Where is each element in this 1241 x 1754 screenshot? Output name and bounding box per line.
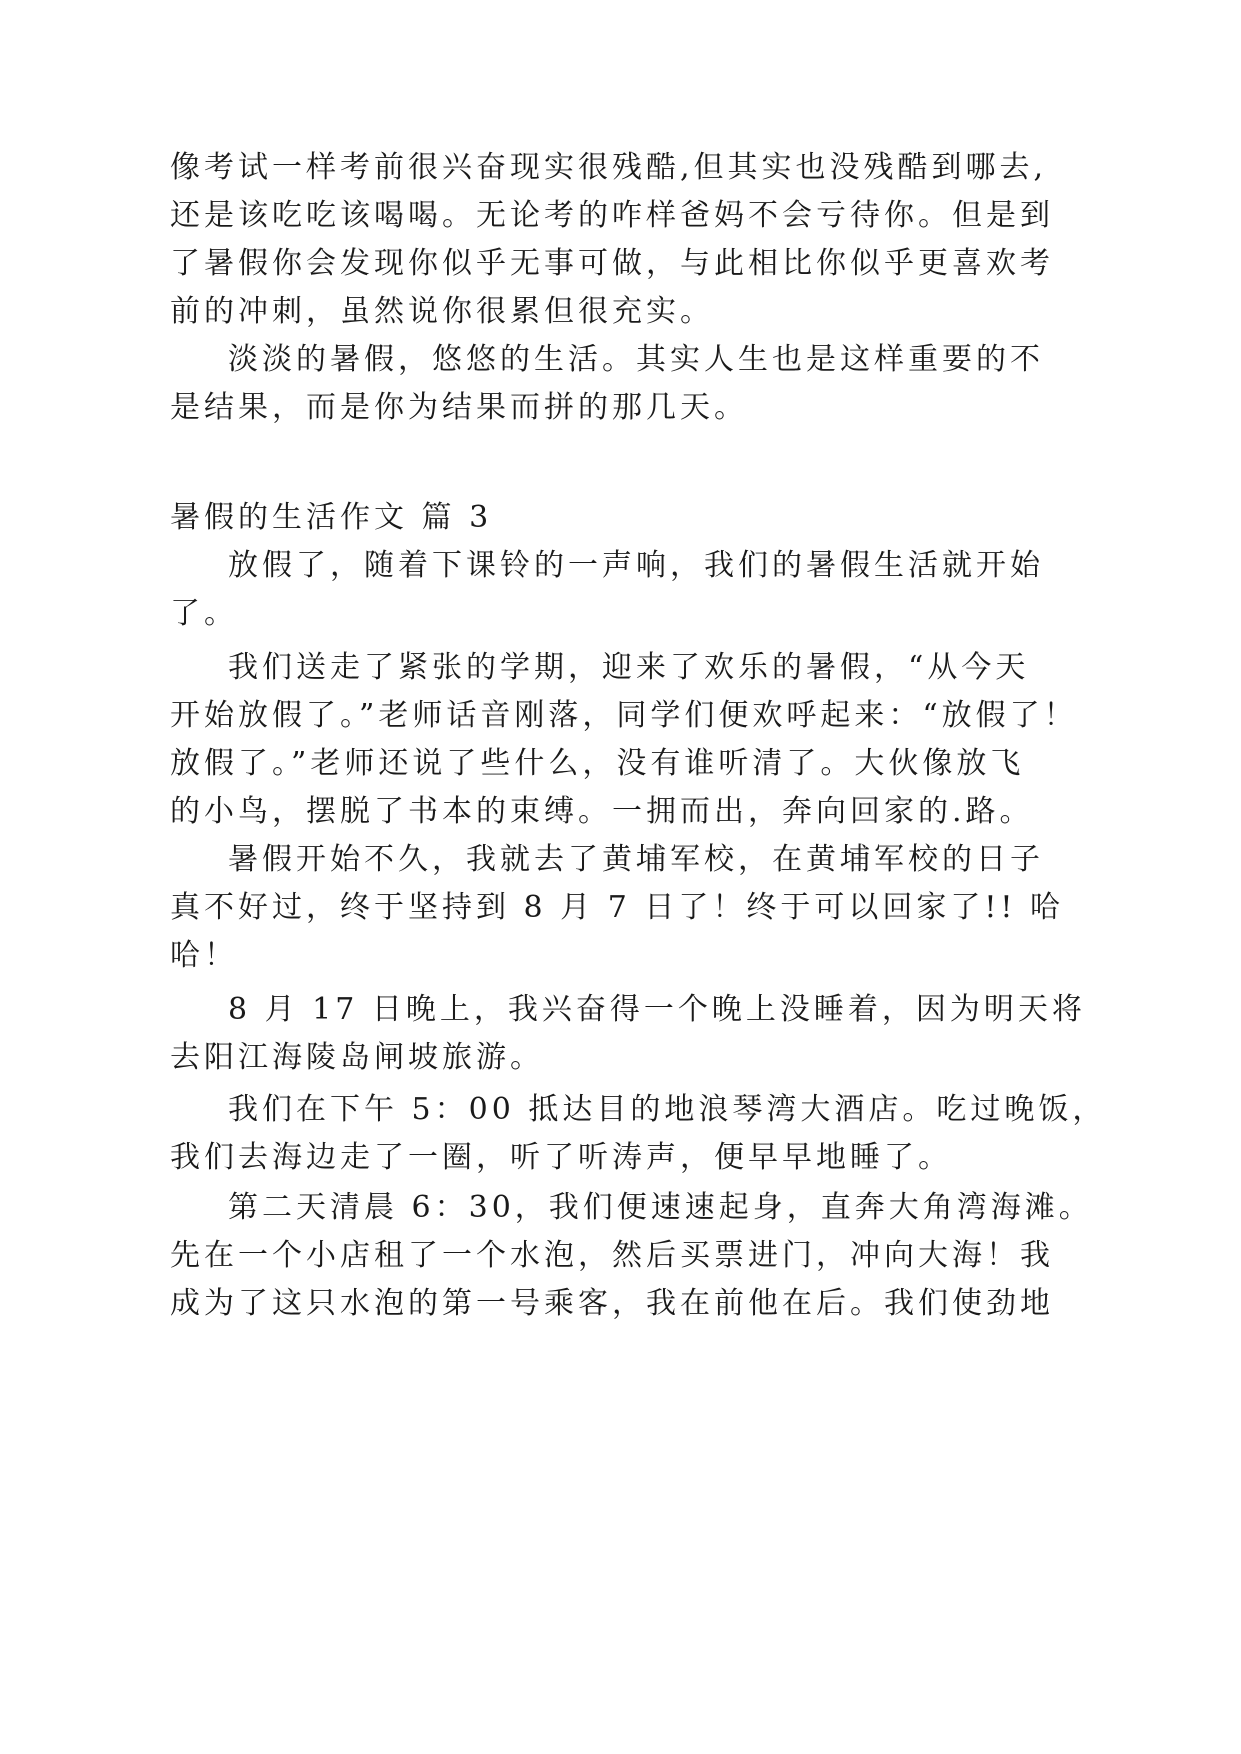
text-line: 开始放假了。”老师话音刚落，同学们便欢呼起来：“放假了！	[170, 698, 1078, 733]
text-line: 还是该吃吃该喝喝。无论考的咋样爸妈不会亏待你。但是到	[170, 198, 1054, 233]
text-line: 成为了这只水泡的第一号乘客，我在前他在后。我们使劲地	[170, 1286, 1054, 1321]
text-line: 了。	[170, 596, 238, 631]
text-line: 放假了，随着下课铃的一声响，我们的暑假生活就开始	[228, 548, 1044, 583]
text-line: 是结果，而是你为结果而拼的那几天。	[170, 390, 748, 425]
text-line: 暑假开始不久，我就去了黄埔军校，在黄埔军校的日子	[228, 842, 1044, 877]
text-line: 的小鸟，摆脱了书本的束缚。一拥而出，奔向回家的.路。	[170, 794, 1034, 829]
text-line: 放假了。”老师还说了些什么，没有谁听清了。大伙像放飞	[170, 746, 1025, 781]
text-line: 真不好过，终于坚持到 8 月 7 日了！终于可以回家了!! 哈	[170, 890, 1064, 925]
text-line: 像考试一样考前很兴奋现实很残酷,但其实也没残酷到哪去,	[170, 150, 1048, 185]
text-line: 先在一个小店租了一个水泡，然后买票进门，冲向大海！我	[170, 1238, 1054, 1273]
text-line: 我们在下午 5：00 抵达目的地浪琴湾大酒店。吃过晚饭，	[228, 1092, 1107, 1127]
text-line: 我们送走了紧张的学期，迎来了欢乐的暑假，“从今天	[228, 650, 1030, 685]
section-heading: 暑假的生活作文 篇 3	[170, 500, 493, 535]
text-line: 第二天清晨 6：30，我们便速速起身，直奔大角湾海滩。	[228, 1190, 1093, 1225]
text-line: 前的冲刺，虽然说你很累但很充实。	[170, 294, 714, 329]
text-line: 8 月 17 日晚上，我兴奋得一个晚上没睡着，因为明天将	[228, 992, 1086, 1027]
text-line: 我们去海边走了一圈，听了听涛声，便早早地睡了。	[170, 1140, 952, 1175]
text-line: 淡淡的暑假，悠悠的生活。其实人生也是这样重要的不	[228, 342, 1044, 377]
text-line: 了暑假你会发现你似乎无事可做，与此相比你似乎更喜欢考	[170, 246, 1054, 281]
text-line: 去阳江海陵岛闸坡旅游。	[170, 1040, 544, 1075]
text-line: 哈！	[170, 938, 238, 973]
